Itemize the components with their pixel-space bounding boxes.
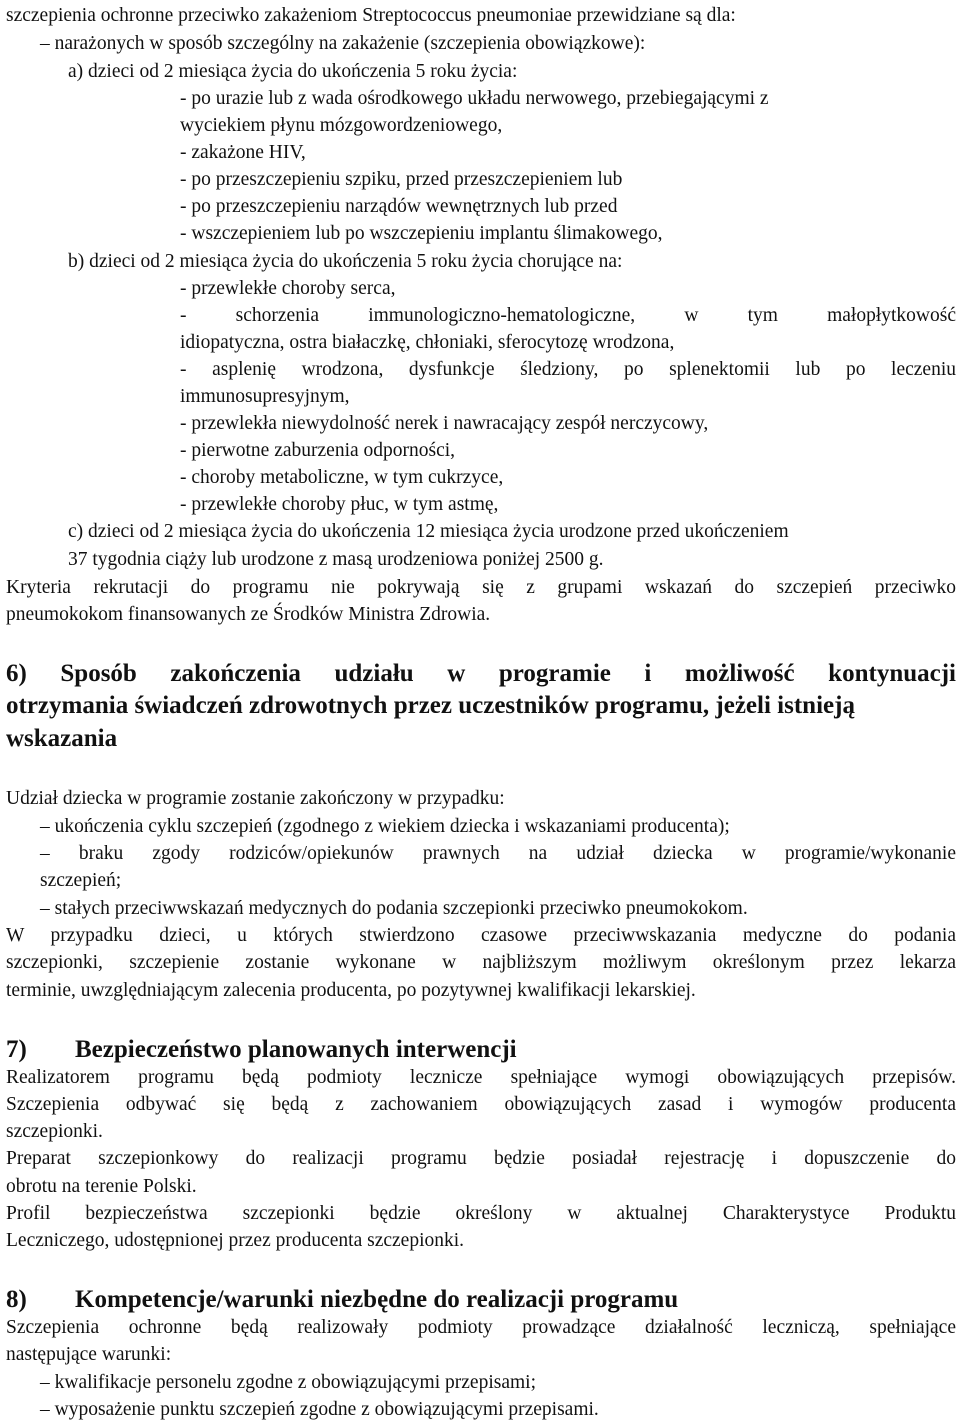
section6-line: – stałych przeciwwskazań medycznych do podania szczepionki przeciwko pneumokokom.: [40, 898, 748, 919]
group-b-line: - asplenię wrodzona, dysfunkcje śledziony, po splenektomii lub po leczeniu: [180, 359, 956, 380]
intro-line: – narażonych w sposób szczególny na zakażenie (szczepienia obowiązkowe):: [40, 33, 646, 54]
intro-line: wyciekiem płynu mózgowordzeniowego,: [180, 115, 503, 136]
group-b-line: b) dzieci od 2 miesiąca życia do ukończenia 5 roku życia chorujące na:: [68, 251, 623, 272]
section6-line: – ukończenia cyklu szczepień (zgodnego z wiekiem dziecka i wskazaniami producenta);: [40, 816, 730, 837]
group-c-line: c) dzieci od 2 miesiąca życia do ukończenia 12 miesiąca życia urodzone przed ukończeniem: [68, 521, 789, 542]
intro-line: - wszczepieniem lub po wszczepieniu implantu ślimakowego,: [180, 223, 663, 244]
section7-line: Szczepienia odbywać się będą z zachowaniem obowiązujących zasad i wymogów producenta: [6, 1094, 956, 1115]
section8-line: – wyposażenie punktu szczepień zgodne z obowiązującymi przepisami.: [40, 1399, 599, 1420]
section6-heading: wskazania: [6, 725, 118, 752]
group-b-line: - choroby metaboliczne, w tym cukrzyce,: [180, 467, 504, 488]
section6-line: szczepień;: [40, 870, 122, 891]
section7-line: Preparat szczepionkowy do realizacji programu będzie posiadał rejestrację i dopuszczenie do: [6, 1148, 956, 1169]
section8-number: 8): [6, 1286, 27, 1313]
group-b-line: - przewlekła niewydolność nerek i nawracający zespół nerczycowy,: [180, 413, 709, 434]
section6-line: terminie, uwzględniającym zalecenia producenta, po pozytywnej kwalifikacji lekarskiej.: [6, 980, 696, 1001]
section7-number: 7): [6, 1036, 27, 1063]
section8-line: Szczepienia ochronne będą realizowały podmioty prowadzące działalność leczniczą, spełniające: [6, 1317, 956, 1338]
criteria-line: pneumokokom finansowanych ze Środków Ministra Zdrowia.: [6, 604, 491, 625]
section6-heading: 6) Sposób zakończenia udziału w programie i możliwość kontynuacji: [6, 660, 956, 687]
section8-line: następujące warunki:: [6, 1344, 172, 1365]
intro-line: - po urazie lub z wada ośrodkowego układu nerwowego, przebiegającymi z: [180, 88, 769, 109]
section7-line: Profil bezpieczeństwa szczepionki będzie określony w aktualnej Charakterystyce Produktu: [6, 1203, 956, 1224]
intro-line: - zakażone HIV,: [180, 142, 306, 163]
section6-line: W przypadku dzieci, u których stwierdzono czasowe przeciwwskazania medyczne do podania: [6, 925, 956, 946]
section6-line: – braku zgody rodziców/opiekunów prawnych na udział dziecka w programie/wykonanie: [40, 843, 956, 864]
group-b-line: - przewlekłe choroby płuc, w tym astmę,: [180, 494, 499, 515]
intro-line: a) dzieci od 2 miesiąca życia do ukończenia 5 roku życia:: [68, 61, 518, 82]
section7-line: Leczniczego, udostępnionej przez producenta szczepionki.: [6, 1230, 465, 1251]
section8-heading: Kompetencje/warunki niezbędne do realizacji programu: [75, 1286, 679, 1313]
section7-line: szczepionki.: [6, 1121, 103, 1142]
group-c-line: 37 tygodnia ciąży lub urodzone z masą urodzeniowa poniżej 2500 g.: [68, 549, 604, 570]
group-b-line: immunosupresyjnym,: [180, 386, 350, 407]
section7-heading: Bezpieczeństwo planowanych interwencji: [75, 1036, 517, 1063]
criteria-line: Kryteria rekrutacji do programu nie pokrywają się z grupami wskazań do szczepień przeciwko: [6, 577, 956, 598]
group-b-line: - schorzenia immunologiczno-hematologiczne, w tym małopłytkowość: [180, 305, 956, 326]
intro-line: - po przeszczepieniu szpiku, przed przeszczepieniem lub: [180, 169, 623, 190]
section7-line: obrotu na terenie Polski.: [6, 1176, 197, 1197]
section6-line: Udział dziecka w programie zostanie zakończony w przypadku:: [6, 788, 505, 809]
section8-line: – kwalifikacje personelu zgodne z obowiązującymi przepisami;: [40, 1372, 536, 1393]
section6-heading: otrzymania świadczeń zdrowotnych przez uczestników programu, jeżeli istnieją: [6, 692, 855, 719]
group-b-line: - pierwotne zaburzenia odporności,: [180, 440, 456, 461]
intro-line: szczepienia ochronne przeciwko zakażeniom Streptococcus pneumoniae przewidziane są dla:: [6, 5, 736, 26]
section7-line: Realizatorem programu będą podmioty lecznicze spełniające wymogi obowiązujących przepisów.: [6, 1067, 956, 1088]
group-b-line: idiopatyczna, ostra białaczkę, chłoniaki, sferocytozę wrodzona,: [180, 332, 675, 353]
section6-line: szczepionki, szczepienie zostanie wykonane w najbliższym możliwym określonym przez lekarza: [6, 952, 956, 973]
group-b-line: - przewlekłe choroby serca,: [180, 278, 396, 299]
intro-line: - po przeszczepieniu narządów wewnętrznych lub przed: [180, 196, 618, 217]
